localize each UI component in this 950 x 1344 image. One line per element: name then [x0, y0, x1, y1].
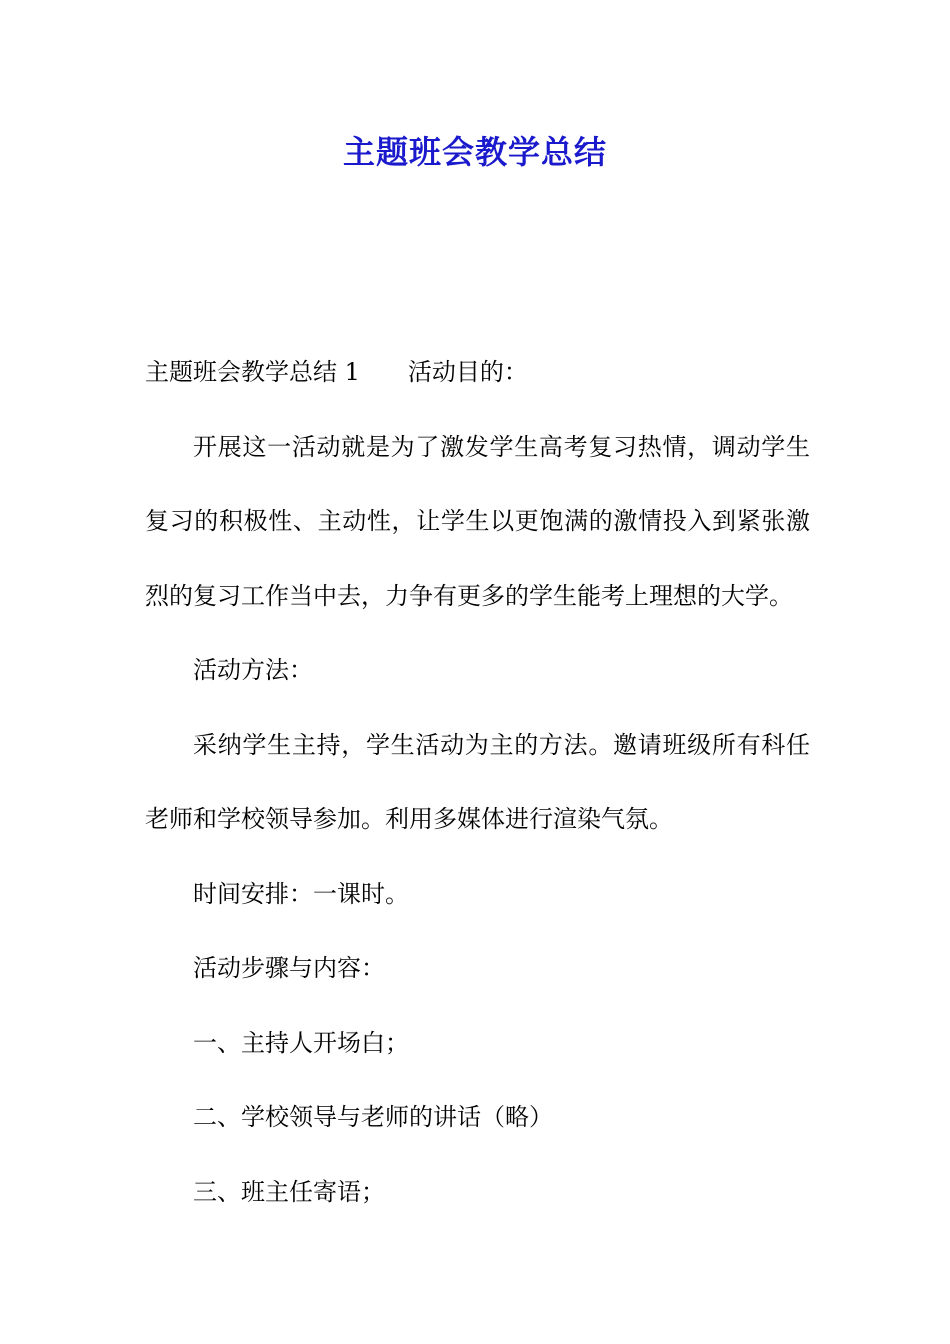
paragraph-time: 时间安排：一课时。 [193, 879, 409, 908]
list-item-step-1: 一、主持人开场白； [193, 1028, 409, 1057]
document-body [145, 335, 810, 1229]
section-heading-line [145, 335, 810, 410]
paragraph-method-heading: 活动方法： [193, 656, 313, 684]
section-heading: 主题班会教学总结 1 [145, 358, 360, 386]
list-item-step-2: 二、学校领导与老师的讲话（略） [193, 1103, 553, 1131]
paragraph-steps-heading: 活动步骤与内容： [193, 954, 385, 982]
list-item-step-3: 三、班主任寄语； [193, 1177, 385, 1206]
paragraph-purpose: 开展这一活动就是为了激发学生高考复习热情，调动学生复习的积极性、主动性，让学生以更饱满的激情投入到紧张激烈的复习工作当中去，力争有更多的学生能考上理想的大学。 [145, 432, 810, 610]
document-title: 主题班会教学总结 [342, 133, 607, 171]
paragraph-method: 采纳学生主持，学生活动为主的方法。邀请班级所有科任老师和学校领导参加。利用多媒体进行渲染气氛。 [145, 730, 810, 833]
section-subheading: 活动目的： [407, 358, 528, 386]
